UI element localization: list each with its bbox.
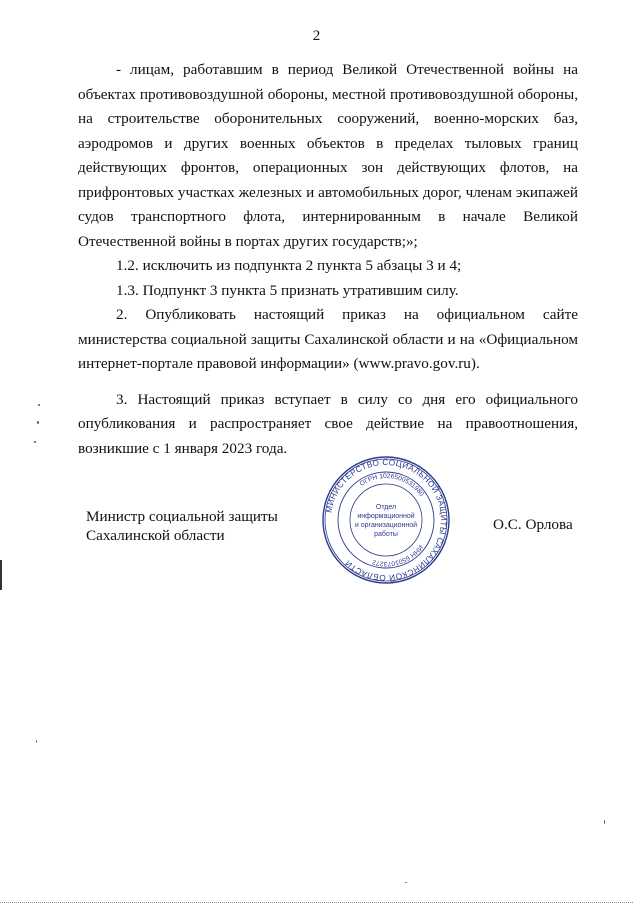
paragraph-3: 3. Настоящий приказ вступает в силу со дня его официального опубликования и распространяет свое действие на правоотношения, возникшие с 1 января 2023 года. — [78, 390, 578, 457]
signer-name: О.С. Орлова — [493, 516, 573, 533]
official-seal — [320, 454, 452, 586]
scan-speck — [604, 820, 605, 824]
scan-speck — [38, 404, 40, 406]
signer-position-line1: Министр социальной защиты — [86, 508, 278, 525]
seal-center-line1: Отдел — [375, 504, 397, 511]
scan-speck — [37, 421, 39, 424]
seal-outer-text: МИНИСТЕРСТВО СОЦИАЛЬНОЙ ЗАЩИТЫ САХАЛИНСКОЙ ОБЛАСТИ — [324, 457, 449, 583]
paragraph-1-2: 1.2. исключить из подпункта 2 пункта 5 абзацы 3 и 4; — [116, 257, 462, 274]
signer-position-line2: Сахалинской области — [86, 527, 225, 544]
page-number: 2 — [312, 28, 321, 44]
scan-speck — [36, 740, 37, 743]
scan-speck — [34, 441, 36, 443]
paragraph-continuation: - лицам, работавшим в период Великой Отечественной войны на объектах противовоздушной обороны, местной противовоздушной обороны, на строительстве оборонительных сооружений, военно-морских баз, аэродромов и других военных объектов в пределах тыловых границ действующих фронтов, операционных зон действующих флотов, на прифронтовых участках железных и автомобильных дорог, членам экипажей судов транспортного флота, интернированным в начале Великой Отечественной войны в портах других государств;»; — [78, 61, 578, 250]
paragraph-1-3: 1.3. Подпункт 3 пункта 5 признать утратившим силу. — [116, 281, 459, 299]
scan-speck — [405, 882, 407, 883]
paragraph-gap — [78, 377, 578, 388]
seal-inn: ИНН 6501073272 — [371, 543, 424, 568]
document-body — [78, 58, 578, 461]
seal-center-line4: работы — [374, 531, 398, 538]
seal-graphic — [320, 454, 452, 586]
svg-text:ОГРН 1026500531980 — [359, 473, 426, 498]
scan-edge-mark — [0, 560, 2, 590]
paragraph-2: 2. Опубликовать настоящий приказ на официальном сайте министерства социальной защиты Сахалинской области и на «Официальном интернет-портале правовой информации» (www.pravo.gov.ru). — [78, 306, 578, 372]
seal-ogrn: ОГРН 1026500531980 — [358, 472, 425, 498]
seal-center-line3: и организационной — [354, 522, 418, 529]
signer-position — [86, 507, 278, 545]
seal-center-line2: информационной — [357, 513, 415, 520]
